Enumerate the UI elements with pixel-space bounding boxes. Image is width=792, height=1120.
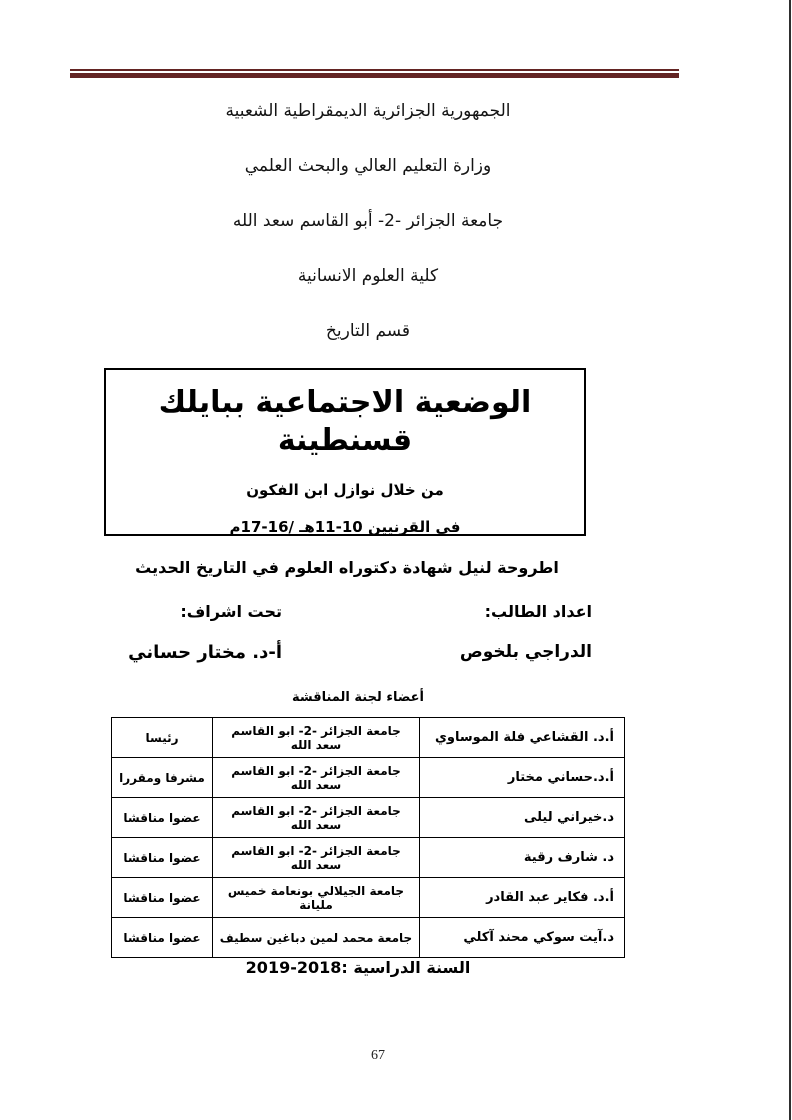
thesis-title-box bbox=[104, 368, 586, 536]
thesis-period: في القرنيين 10-11هـ /16-17م bbox=[229, 518, 461, 536]
member-name: أ.د. فكاير عبد القادر bbox=[420, 878, 625, 918]
faculty-line: كلية العلوم الانسانية bbox=[297, 266, 439, 286]
member-role: عضوا مناقشا bbox=[112, 798, 213, 838]
republic-line: الجمهورية الجزائرية الديمقراطية الشعبية bbox=[225, 101, 511, 121]
committee-heading: أعضاء لجنة المناقشة bbox=[291, 690, 425, 705]
member-name: أ.د. القشاعي فلة الموساوي bbox=[420, 718, 625, 758]
member-university: جامعة محمد لمين دباغين سطيف bbox=[213, 918, 420, 958]
member-university: جامعة الجزائر -2- ابو القاسم سعد الله bbox=[213, 838, 420, 878]
member-university: جامعة الجزائر -2- ابو القاسم سعد الله bbox=[213, 798, 420, 838]
names-row bbox=[104, 642, 592, 663]
prepared-by-label: اعداد الطالب: bbox=[484, 602, 592, 621]
table-row bbox=[112, 878, 625, 918]
member-university: جامعة الجزائر -2- ابو القاسم سعد الله bbox=[213, 718, 420, 758]
student-name: الدراجي بلخوص bbox=[459, 642, 592, 662]
member-role: رئيسا bbox=[112, 718, 213, 758]
university-line: جامعة الجزائر -2- أبو القاسم سعد الله bbox=[232, 211, 504, 231]
institution-header bbox=[80, 100, 656, 375]
table-row bbox=[112, 758, 625, 798]
supervision-label: تحت اشراف: bbox=[180, 602, 282, 621]
member-university: جامعة الجزائر -2- ابو القاسم سعد الله bbox=[213, 758, 420, 798]
member-name: أ.د.حساني مختار bbox=[420, 758, 625, 798]
page-number: 67 bbox=[371, 1048, 385, 1063]
member-role: مشرفا ومقررا bbox=[112, 758, 213, 798]
committee-table bbox=[111, 717, 625, 958]
thesis-subtitle: من خلال نوازل ابن الفكون bbox=[246, 481, 444, 499]
member-role: عضوا مناقشا bbox=[112, 878, 213, 918]
table-row bbox=[112, 798, 625, 838]
student-supervisor-block bbox=[104, 602, 592, 684]
labels-row bbox=[104, 602, 592, 621]
department-line: قسم التاريخ bbox=[325, 321, 411, 341]
table-row bbox=[112, 918, 625, 958]
table-row bbox=[112, 718, 625, 758]
member-name: د.خيراني ليلى bbox=[420, 798, 625, 838]
header-double-rule bbox=[70, 69, 679, 78]
page-right-edge bbox=[789, 0, 791, 1120]
academic-year: السنة الدراسية :2018-2019 bbox=[245, 958, 471, 977]
degree-statement: اطروحة لنيل شهادة دكتوراه العلوم في التاريخ الحديث bbox=[135, 558, 559, 577]
member-name: د. شارف رقية bbox=[420, 838, 625, 878]
member-university: جامعة الجيلالي بونعامة خميس مليانة bbox=[213, 878, 420, 918]
supervisor-name: أ-د. مختار حساني bbox=[128, 642, 282, 663]
thesis-main-title: الوضعية الاجتماعية ببايلك قسنطينة bbox=[158, 385, 532, 458]
member-role: عضوا مناقشا bbox=[112, 838, 213, 878]
table-row bbox=[112, 838, 625, 878]
member-role: عضوا مناقشا bbox=[112, 918, 213, 958]
ministry-line: وزارة التعليم العالي والبحث العلمي bbox=[244, 156, 492, 176]
member-name: د.آيت سوكي محند آكلي bbox=[420, 918, 625, 958]
